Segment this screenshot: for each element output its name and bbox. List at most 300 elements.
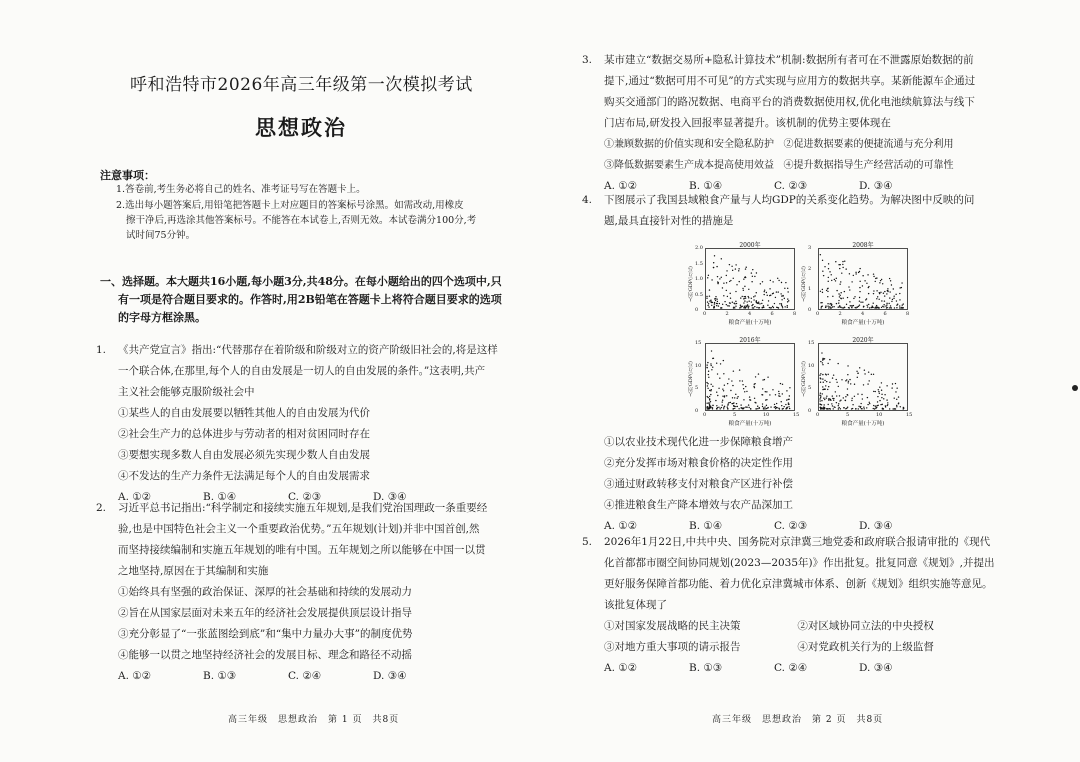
scatter-point (745, 268, 746, 269)
scatter-point (856, 371, 857, 372)
chart-xtick: 0 (816, 412, 820, 418)
scatter-point (862, 398, 863, 399)
scatter-point (726, 270, 727, 271)
q5-stem-line: 更好服务保障首都功能、着力优化京津冀城市体系、创新《规划》组织实施等意见。 (604, 578, 993, 590)
scatter-point (838, 408, 839, 409)
scatter-point (741, 408, 742, 409)
scatter-point (711, 389, 712, 390)
scatter-point (847, 297, 848, 298)
chart-title: 2000年 (739, 242, 761, 249)
q1-choices: A. ①② B. ①④ C. ②③ D. ③④ (118, 491, 407, 503)
scatter-point (781, 305, 782, 306)
scatter-point (706, 298, 707, 299)
notice-heading: 注意事项： (100, 169, 155, 182)
scatter-point (859, 367, 860, 368)
chart-xlabel: 粮食产量(十万吨) (841, 421, 885, 427)
scatter-point (855, 408, 856, 409)
scatter-point (715, 300, 716, 301)
scatter-point (732, 385, 733, 386)
scatter-point (726, 275, 727, 276)
scatter-point (710, 401, 711, 402)
q5-option: ①对国家发展战略的民主决策 (604, 620, 741, 632)
scatter-point (826, 290, 827, 291)
scatter-point (875, 306, 876, 307)
scatter-point (712, 367, 713, 368)
chart-xtick: 5 (846, 412, 850, 418)
scatter-point (782, 393, 783, 394)
scatter-point (722, 287, 723, 288)
scatter-point (858, 408, 859, 409)
scatter-point (823, 407, 824, 408)
scatter-point (877, 296, 878, 297)
scatter-point (849, 307, 850, 308)
scatter-point (766, 408, 767, 409)
scatter-point (758, 307, 759, 308)
scatter-point (895, 391, 896, 392)
scatter-point (764, 379, 765, 380)
scatter-point (835, 391, 836, 392)
scatter-point (707, 362, 708, 363)
scatter-point (827, 288, 828, 289)
scatter-point (828, 398, 829, 399)
scatter-point (788, 399, 789, 400)
question-5: 5. 2026年1月22日,中共中央、国务院对京津冀三地党委和政府联合报请审批的《现代 化首都都市圈空间协同规划(2023—2035年)》作出批复。批复同意《规划》,并提出 更好服务保障首都功能、着力优化京津冀城市体系、创新《规划》组织实施等意见。 该批复体现了 ①对国家发展战略的民主决策 ②对区域协同立法的中央授权 ③对地方重大事项的请示报告 ④对党政机关行为的上级监督 A. ①② B. ①③ C. ②④ D. ③④ (582, 532, 1042, 679)
scatter-point (838, 407, 839, 408)
scatter-point (831, 403, 832, 404)
scatter-point (828, 268, 829, 269)
scatter-point (828, 307, 829, 308)
scatter-point (719, 378, 720, 379)
scatter-point (781, 299, 782, 300)
scatter-point (826, 397, 827, 398)
scatter-point (779, 303, 780, 304)
scatter-point (867, 306, 868, 307)
scatter-point (781, 303, 782, 304)
scatter-point (781, 295, 782, 296)
scatter-point (887, 290, 888, 291)
scatter-point (782, 295, 783, 296)
scatter-point (829, 382, 830, 383)
scatter-point (746, 301, 747, 302)
scatter-point (717, 283, 718, 284)
scatter-point (707, 305, 708, 306)
scatter-point (726, 290, 727, 291)
scatter-point (824, 389, 825, 390)
scatter-point (754, 306, 755, 307)
scatter-point (727, 305, 728, 306)
scatter-point (829, 306, 830, 307)
scatter-point (730, 390, 731, 391)
scatter-point (899, 305, 900, 306)
scatter-point (754, 384, 755, 385)
scatter-point (731, 380, 732, 381)
scatter-point (762, 379, 763, 380)
notice-line: 试时间75分钟。 (126, 230, 196, 241)
scatter-point (707, 383, 708, 384)
scatter-point (833, 306, 834, 307)
scatter-point (726, 304, 727, 305)
scatter-point (736, 284, 737, 285)
scatter-point (785, 404, 786, 405)
scatter-point (847, 407, 848, 408)
chart-xtick: 0 (703, 311, 707, 317)
scatter-point (788, 406, 789, 407)
scatter-point (857, 377, 858, 378)
chart-xtick: 8 (793, 311, 797, 317)
scatter-point (748, 404, 749, 405)
scatter-point (836, 382, 837, 383)
scatter-point (765, 391, 766, 392)
scatter-point (881, 394, 882, 395)
scatter-point (890, 305, 891, 306)
scatter-point (825, 385, 826, 386)
scatter-point (873, 290, 874, 291)
scatter-point (739, 380, 740, 381)
scatter-point (884, 300, 885, 301)
scatter-point (745, 307, 746, 308)
chart-ytick: 0 (808, 307, 812, 313)
scatter-point (783, 406, 784, 407)
scatter-point (715, 296, 716, 297)
page-footer: 高三年级 思想政治 第 2 页 共8页 (712, 715, 884, 725)
scatter-point (839, 305, 840, 306)
scatter-point (868, 304, 869, 305)
scatter-point (786, 390, 787, 391)
scatter-point (706, 367, 707, 368)
scatter-point (784, 288, 785, 289)
scatter-point (847, 374, 848, 375)
scatter-point (843, 397, 844, 398)
scatter-point (707, 277, 708, 278)
chart-xlabel: 粮食产量(十万吨) (841, 320, 885, 326)
q2-stem-line: 而坚持接续编制和实施五年规划的唯有中国。五年规划之所以能够在中国一以贯 (118, 544, 486, 556)
scatter-point (713, 267, 714, 268)
scatter-point (869, 403, 870, 404)
scatter-point (749, 396, 750, 397)
binding-hole (1072, 385, 1078, 391)
scatter-point (828, 277, 829, 278)
q3-option-row (604, 134, 1032, 155)
scatter-point (724, 385, 725, 386)
scatter-point (885, 305, 886, 306)
scatter-point (782, 384, 783, 385)
scatter-point (766, 405, 767, 406)
scatter-point (899, 287, 900, 288)
scatter-point (882, 408, 883, 409)
scatter-point (888, 303, 889, 304)
scatter-point (711, 279, 712, 280)
chart-ylabel: 人均GDP(万元) (688, 361, 694, 397)
scatter-point (867, 383, 868, 384)
scatter-point (840, 281, 841, 282)
scatter-point (721, 277, 722, 278)
scatter-point (712, 407, 713, 408)
scatter-point (867, 404, 868, 405)
scatter-point (710, 394, 711, 395)
q5-option: ③对地方重大事项的请示报告 (604, 641, 741, 653)
q4-stem-line: 下图展示了我国县域粮食产量与人均GDP的关系变化趋势。为解决图中反映的问 (604, 194, 975, 206)
scatter-point (719, 408, 720, 409)
scatter-point (711, 350, 712, 351)
scatter-point (868, 293, 869, 294)
scatter-point (723, 283, 724, 284)
q5-choices: A. ①② B. ①③ C. ②④ D. ③④ (604, 662, 893, 674)
scatter-point (839, 296, 840, 297)
scatter-point (842, 267, 843, 268)
scatter-point (821, 400, 822, 401)
q3-option: ②促进数据要素的便捷流通与充分利用 (783, 139, 954, 150)
scatter-point (828, 263, 829, 264)
q5-option-row (604, 637, 1042, 658)
scatter-point (823, 398, 824, 399)
scatter-point (756, 272, 757, 273)
scatter-point (826, 374, 827, 375)
scatter-point (872, 305, 873, 306)
chart-xtick: 2 (838, 311, 842, 317)
scatter-point (789, 387, 790, 388)
scatter-point (773, 307, 774, 308)
scatter-point (840, 292, 841, 293)
scatter-point (727, 408, 728, 409)
scatter-point (784, 298, 785, 299)
scatter-point (836, 379, 837, 380)
scatter-point (826, 381, 827, 382)
scatter-point (714, 298, 715, 299)
scatter-point (866, 283, 867, 284)
scatter-point (772, 293, 773, 294)
scatter-point (722, 388, 723, 389)
scatter-point (709, 289, 710, 290)
scatter-point (778, 393, 779, 394)
chart-ytick: 0 (808, 408, 812, 414)
scatter-point (854, 296, 855, 297)
scatter-point (722, 404, 723, 405)
scatter-point (708, 371, 709, 372)
scatter-point (875, 391, 876, 392)
scatter-point (746, 407, 747, 408)
scatter-point (762, 281, 763, 282)
scatter-point (706, 403, 707, 404)
scatter-point (776, 307, 777, 308)
scatter-point (887, 405, 888, 406)
scatter-point (709, 300, 710, 301)
scatter-point (876, 277, 877, 278)
q4-stem-line: 题,最具直接针对性的措施是 (604, 215, 734, 227)
scatter-point (881, 382, 882, 383)
scatter-point (838, 307, 839, 308)
scatter-point (766, 391, 767, 392)
scatter-point (732, 270, 733, 271)
scatter-point (881, 279, 882, 280)
scatter-point (707, 385, 708, 386)
scatter-point (780, 383, 781, 384)
scatter-point (859, 281, 860, 282)
notice-line: 1.答卷前,考生务必将自己的姓名、准考证号写在答题卡上。 (116, 184, 366, 195)
scatter-point (849, 273, 850, 274)
scatter-point (724, 395, 725, 396)
scatter-point (896, 406, 897, 407)
scatter-point (899, 293, 900, 294)
scatter-point (867, 274, 868, 275)
scatter-point (833, 400, 834, 401)
q2-option: ④能够一以贯之地坚持经济社会的发展目标、理念和路径不动摇 (118, 649, 412, 661)
scatter-point (729, 303, 730, 304)
chart-xtick: 6 (883, 311, 887, 317)
scatter-point (829, 271, 830, 272)
scatter-point (821, 407, 822, 408)
chart-plot-area (818, 343, 908, 411)
scatter-point (743, 307, 744, 308)
scatter-point (860, 403, 861, 404)
scatter-point (706, 364, 707, 365)
scatter-point (846, 304, 847, 305)
scatter-point (824, 399, 825, 400)
scatter-point (730, 298, 731, 299)
scatter-point (845, 400, 846, 401)
chart-ytick: 2.0 (695, 245, 703, 251)
scatter-point (873, 408, 874, 409)
scatter-point (863, 384, 864, 385)
scatter-point (896, 300, 897, 301)
scatter-point (820, 291, 821, 292)
scatter-point (865, 299, 866, 300)
scatter-point (751, 272, 752, 273)
page-footer: 高三年级 思想政治 第 1 页 共8页 (228, 715, 400, 725)
scatter-point (845, 408, 846, 409)
scatter-point (879, 282, 880, 283)
scatter-point (886, 385, 887, 386)
scatter-point (849, 289, 850, 290)
scatter-point (763, 305, 764, 306)
scatter-point (755, 402, 756, 403)
scatter-point (825, 307, 826, 308)
scatter-point (821, 352, 822, 353)
scatter-point (772, 389, 773, 390)
scatter-point (751, 301, 752, 302)
scatter-point (830, 408, 831, 409)
scatter-point (892, 383, 893, 384)
scatter-point (769, 307, 770, 308)
scatter-point (819, 403, 820, 404)
scatter-point (748, 297, 749, 298)
scatter-point (709, 396, 710, 397)
scatter-point (735, 268, 736, 269)
scatter-point (822, 362, 823, 363)
chart-frame (819, 344, 908, 411)
scatter-point (776, 403, 777, 404)
scatter-point (833, 398, 834, 399)
scatter-point (764, 406, 765, 407)
scatter-point (878, 389, 879, 390)
scatter-point (889, 278, 890, 279)
scatter-point (840, 408, 841, 409)
scatter-point (866, 407, 867, 408)
chart-xtick: 8 (906, 311, 910, 317)
scatter-point (833, 374, 834, 375)
scatter-point (820, 361, 821, 362)
scatter-point (708, 303, 709, 304)
scatter-point (863, 408, 864, 409)
scatter-point (711, 302, 712, 303)
q1-stem-line: 一个联合体,在那里,每个人的自由发展是一切人的自由发展的条件。”这表明,共产 (118, 365, 486, 377)
scatter-point (711, 305, 712, 306)
scatter-point (744, 296, 745, 297)
q2-option: ③充分彰显了“一张蓝图绘到底”和“集中力量办大事”的制度优势 (118, 628, 413, 640)
scatter-point (882, 283, 883, 284)
scatter-point (859, 305, 860, 306)
q3-stem-line: 某市建立“数据交易所+隐私计算技术”机制:数据所有者可在不泄露原始数据的前 (604, 54, 974, 66)
scatter-point (820, 382, 821, 383)
scatter-point (735, 301, 736, 302)
scatter-point (900, 406, 901, 407)
scatter-point (710, 407, 711, 408)
scatter-point (763, 307, 764, 308)
scatter-point (837, 363, 838, 364)
scatter-point (873, 405, 874, 406)
scatter-point (851, 305, 852, 306)
scatter-point (768, 300, 769, 301)
scatter-point (879, 386, 880, 387)
scatter-point (746, 391, 747, 392)
scatter-point (852, 408, 853, 409)
scatter-point (889, 408, 890, 409)
scatter-point (832, 377, 833, 378)
scatter-point (819, 395, 820, 396)
scatter-point (780, 293, 781, 294)
scatter-point (714, 255, 715, 256)
chart-xtick: 15 (906, 412, 913, 418)
scatter-point (859, 300, 860, 301)
scatter-point (896, 307, 897, 308)
scatter-point (876, 290, 877, 291)
scatter-point (754, 398, 755, 399)
scatter-point (754, 295, 755, 296)
scatter-point (832, 306, 833, 307)
scatter-point (894, 307, 895, 308)
scatter-point (838, 293, 839, 294)
scatter-point (828, 386, 829, 387)
scatter-point (739, 369, 740, 370)
scatter-point (709, 295, 710, 296)
scatter-point (720, 307, 721, 308)
scatter-point (774, 404, 775, 405)
scatter-point (721, 407, 722, 408)
scatter-point (706, 382, 707, 383)
scatter-point (842, 307, 843, 308)
scatter-point (822, 389, 823, 390)
scatter-point (901, 282, 902, 283)
scatter-point (889, 291, 890, 292)
scatter-point (819, 375, 820, 376)
scatter-point (829, 359, 830, 360)
scatter-point (893, 296, 894, 297)
scatter-point (838, 405, 839, 406)
scatter-point (722, 401, 723, 402)
right-page (540, 0, 1080, 762)
scatter-point (745, 277, 746, 278)
scatter-point (734, 303, 735, 304)
scatter-point (720, 363, 721, 364)
section-instructions: 一、选择题。本大题共16小题,每小题3分,共48分。在每小题给出的四个选项中,只 有一项是符合题目要求的。作答时,用2B铅笔在答题卡上将符合题目要求的选项 的字母方框涂黑。 (100, 275, 502, 324)
chart-ytick: 3 (808, 245, 812, 251)
scatter-point (893, 288, 894, 289)
scatter-point (880, 404, 881, 405)
scatter-point (894, 408, 895, 409)
scatter-point (757, 406, 758, 407)
scatter-point (819, 400, 820, 401)
scatter-point (827, 303, 828, 304)
scatter-point (828, 374, 829, 375)
